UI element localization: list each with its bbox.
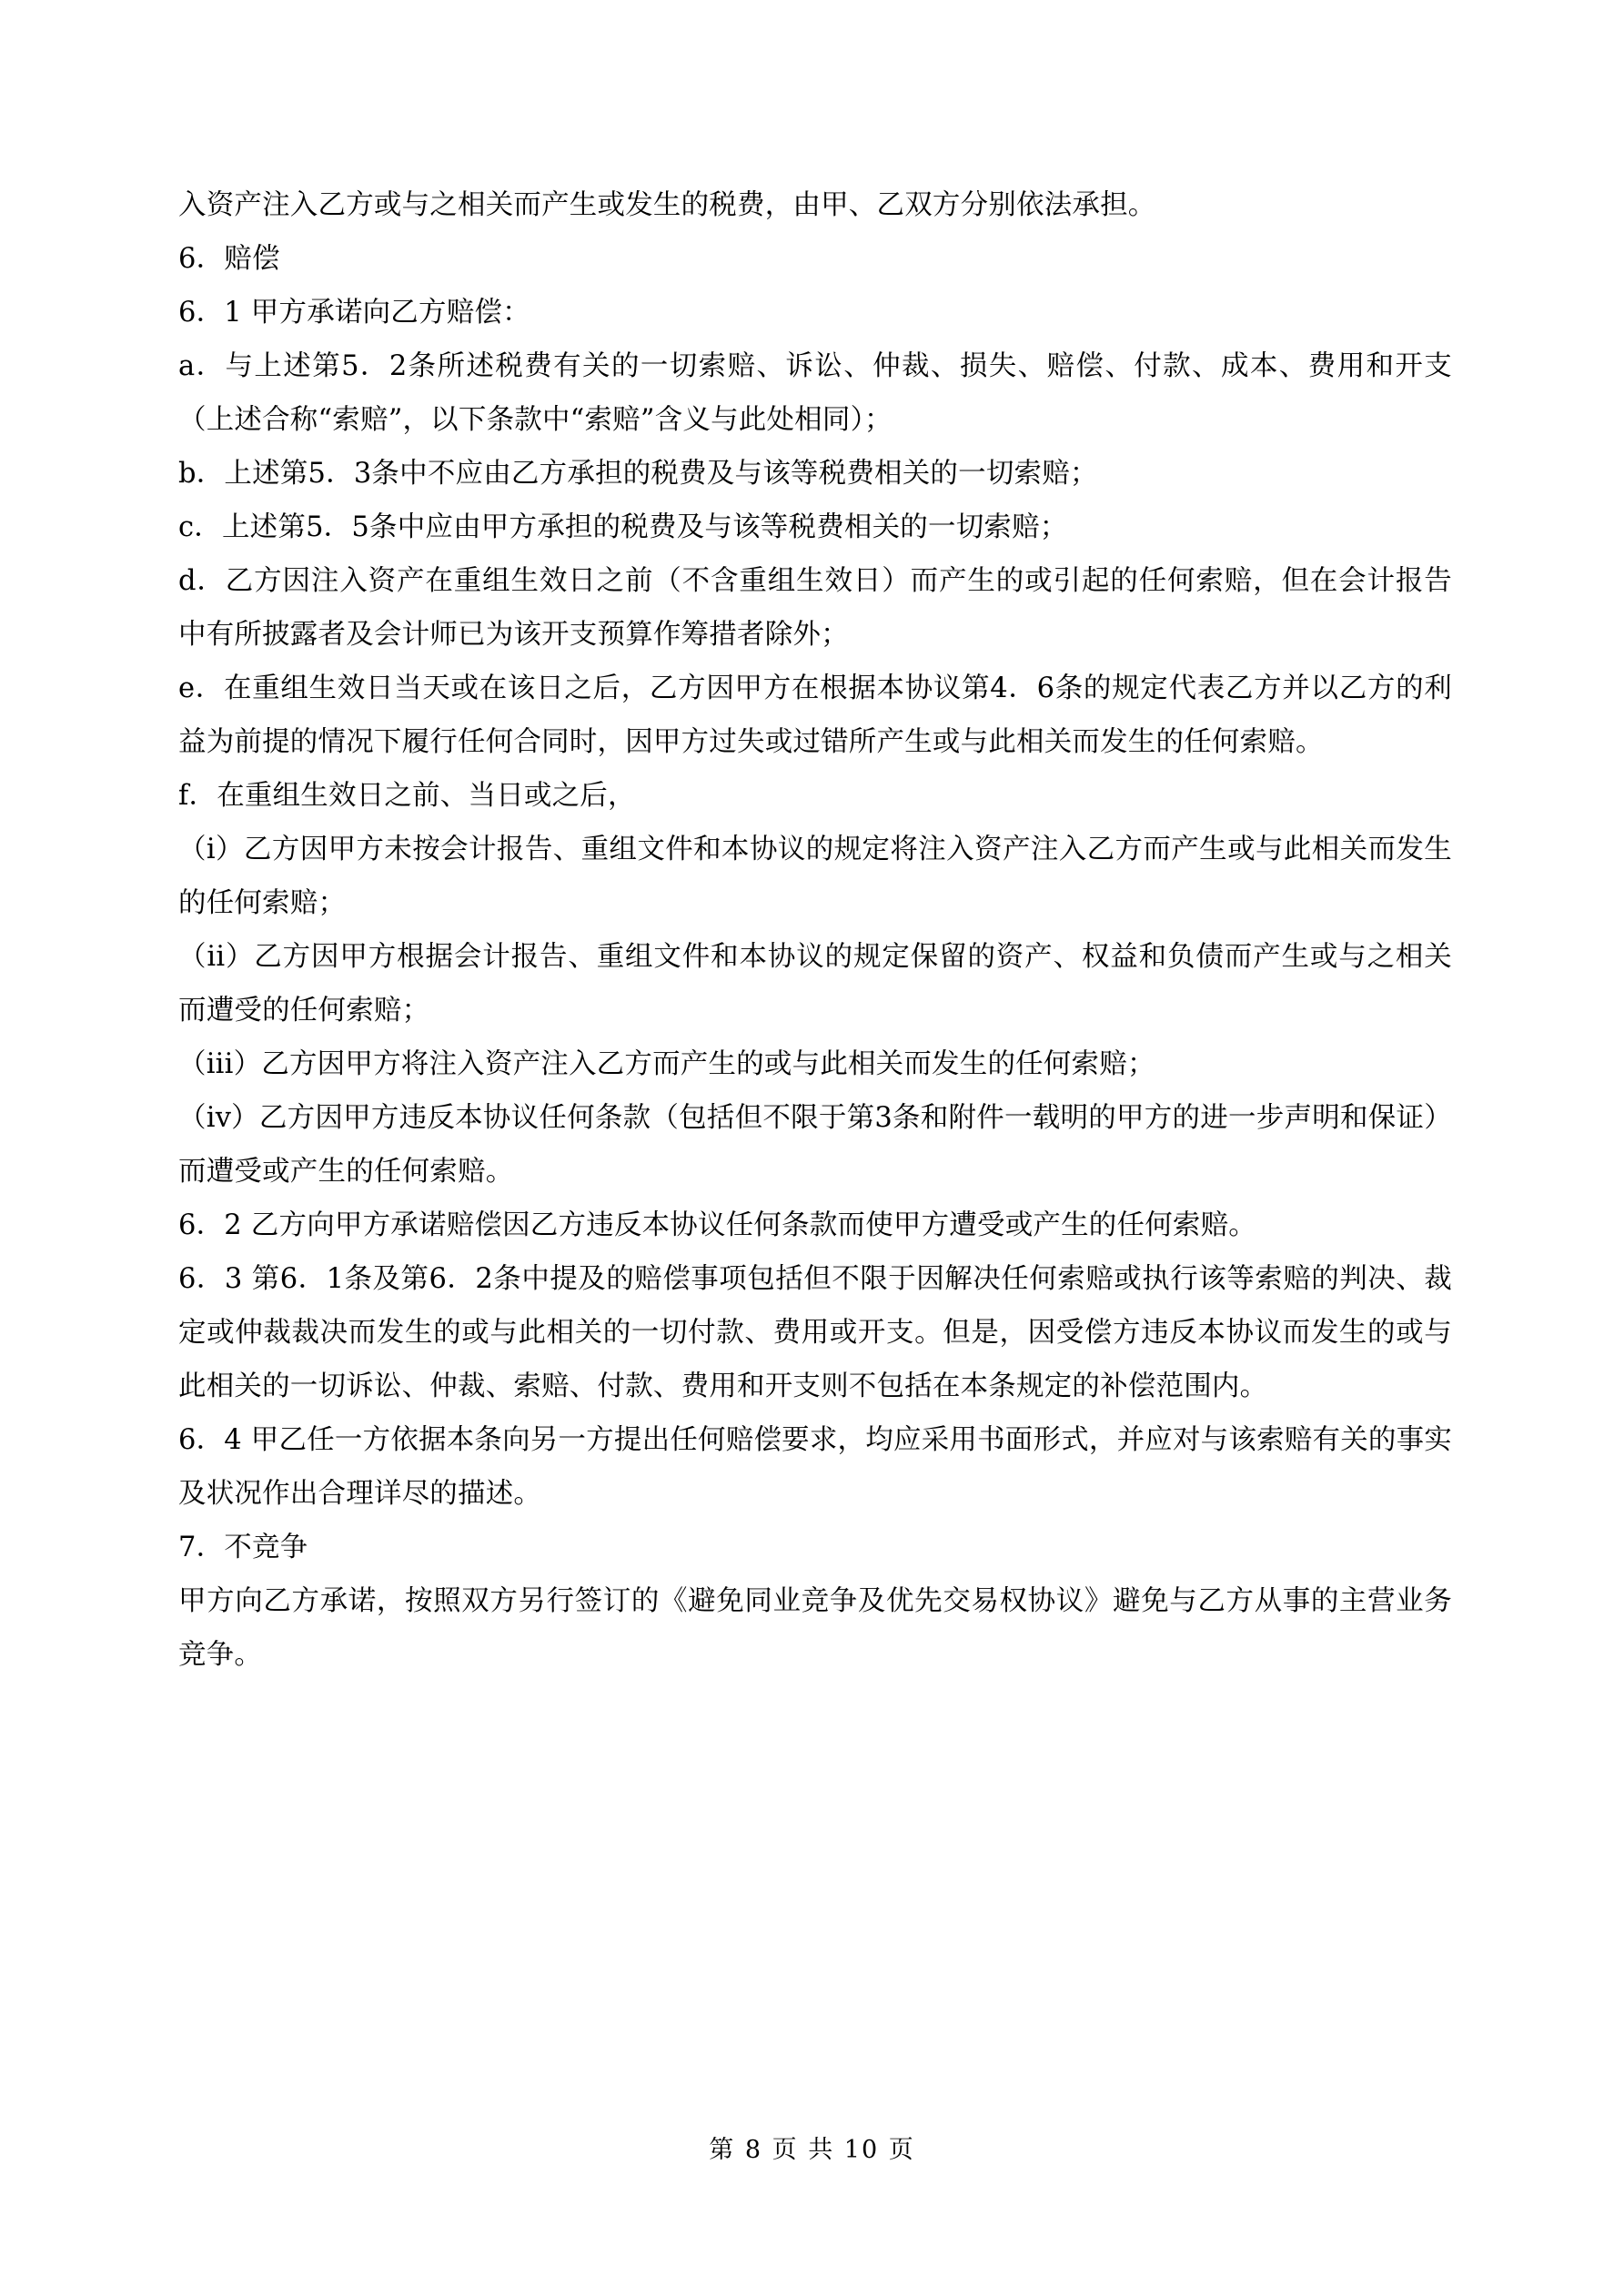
page-footer: 第 8 页 共 10 页	[709, 2136, 915, 2164]
paragraph: （iv）乙方因甲方违反本协议任何条款（包括但不限于第3条和附件一载明的甲方的进一步声明和保证）而遭受或产生的任何索赔。	[178, 1102, 1452, 1188]
paragraph: 甲方向乙方承诺，按照双方另行签订的《避免同业竞争及优先交易权协议》避免与乙方从事的主营业务竞争。	[178, 1585, 1452, 1671]
paragraph: 6．赔偿	[178, 243, 280, 275]
paragraph: f．在重组生效日之前、当日或之后，	[178, 780, 636, 812]
paragraph: 6．1 甲方承诺向乙方赔偿：	[178, 297, 530, 329]
document-body	[178, 178, 1452, 1682]
paragraph: e．在重组生效日当天或在该日之后，乙方因甲方在根据本协议第4．6条的规定代表乙方并以乙方的利益为前提的情况下履行任何合同时，因甲方过失或过错所产生或与此相关而发生的任何索赔。	[178, 673, 1452, 758]
paragraph: （ii）乙方因甲方根据会计报告、重组文件和本协议的规定保留的资产、权益和负债而产生或与之相关而遭受的任何索赔；	[178, 941, 1452, 1027]
paragraph: b．上述第5．3条中不应由乙方承担的税费及与该等税费相关的一切索赔；	[178, 458, 1098, 490]
paragraph: 6．4 甲乙任一方依据本条向另一方提出任何赔偿要求，均应采用书面形式，并应对与该索赔有关的事实及状况作出合理详尽的描述。	[178, 1424, 1452, 1510]
paragraph: 7．不竞争	[178, 1532, 308, 1563]
paragraph: 6．3 第6．1条及第6．2条中提及的赔偿事项包括但不限于因解决任何索赔或执行该等索赔的判决、裁定或仲裁裁决而发生的或与此相关的一切付款、费用或开支。但是，因受偿方违反本协议而发生的或与此相关的一切诉讼、仲裁、索赔、付款、费用和开支则不包括在本条规定的补偿范围内。	[178, 1263, 1452, 1402]
paragraph: 6．2 乙方向甲方承诺赔偿因乙方违反本协议任何条款而使甲方遭受或产生的任何索赔。	[178, 1209, 1257, 1241]
paragraph: （iii）乙方因甲方将注入资产注入乙方而产生的或与此相关而发生的任何索赔；	[178, 1048, 1155, 1080]
paragraph: a．与上述第5．2条所述税费有关的一切索赔、诉讼、仲裁、损失、赔偿、付款、成本、费用和开支（上述合称“索赔”，以下条款中“索赔”含义与此处相同）；	[178, 350, 1452, 436]
paragraph: （i）乙方因甲方未按会计报告、重组文件和本协议的规定将注入资产注入乙方而产生或与此相关而发生的任何索赔；	[178, 834, 1452, 919]
paragraph: 入资产注入乙方或与之相关而产生或发生的税费，由甲、乙双方分别依法承担。	[178, 189, 1156, 221]
paragraph: c．上述第5．5条中应由甲方承担的税费及与该等税费相关的一切索赔；	[178, 511, 1068, 543]
paragraph: d．乙方因注入资产在重组生效日之前（不含重组生效日）而产生的或引起的任何索赔，但在会计报告中有所披露者及会计师已为该开支预算作筹措者除外；	[178, 565, 1452, 651]
